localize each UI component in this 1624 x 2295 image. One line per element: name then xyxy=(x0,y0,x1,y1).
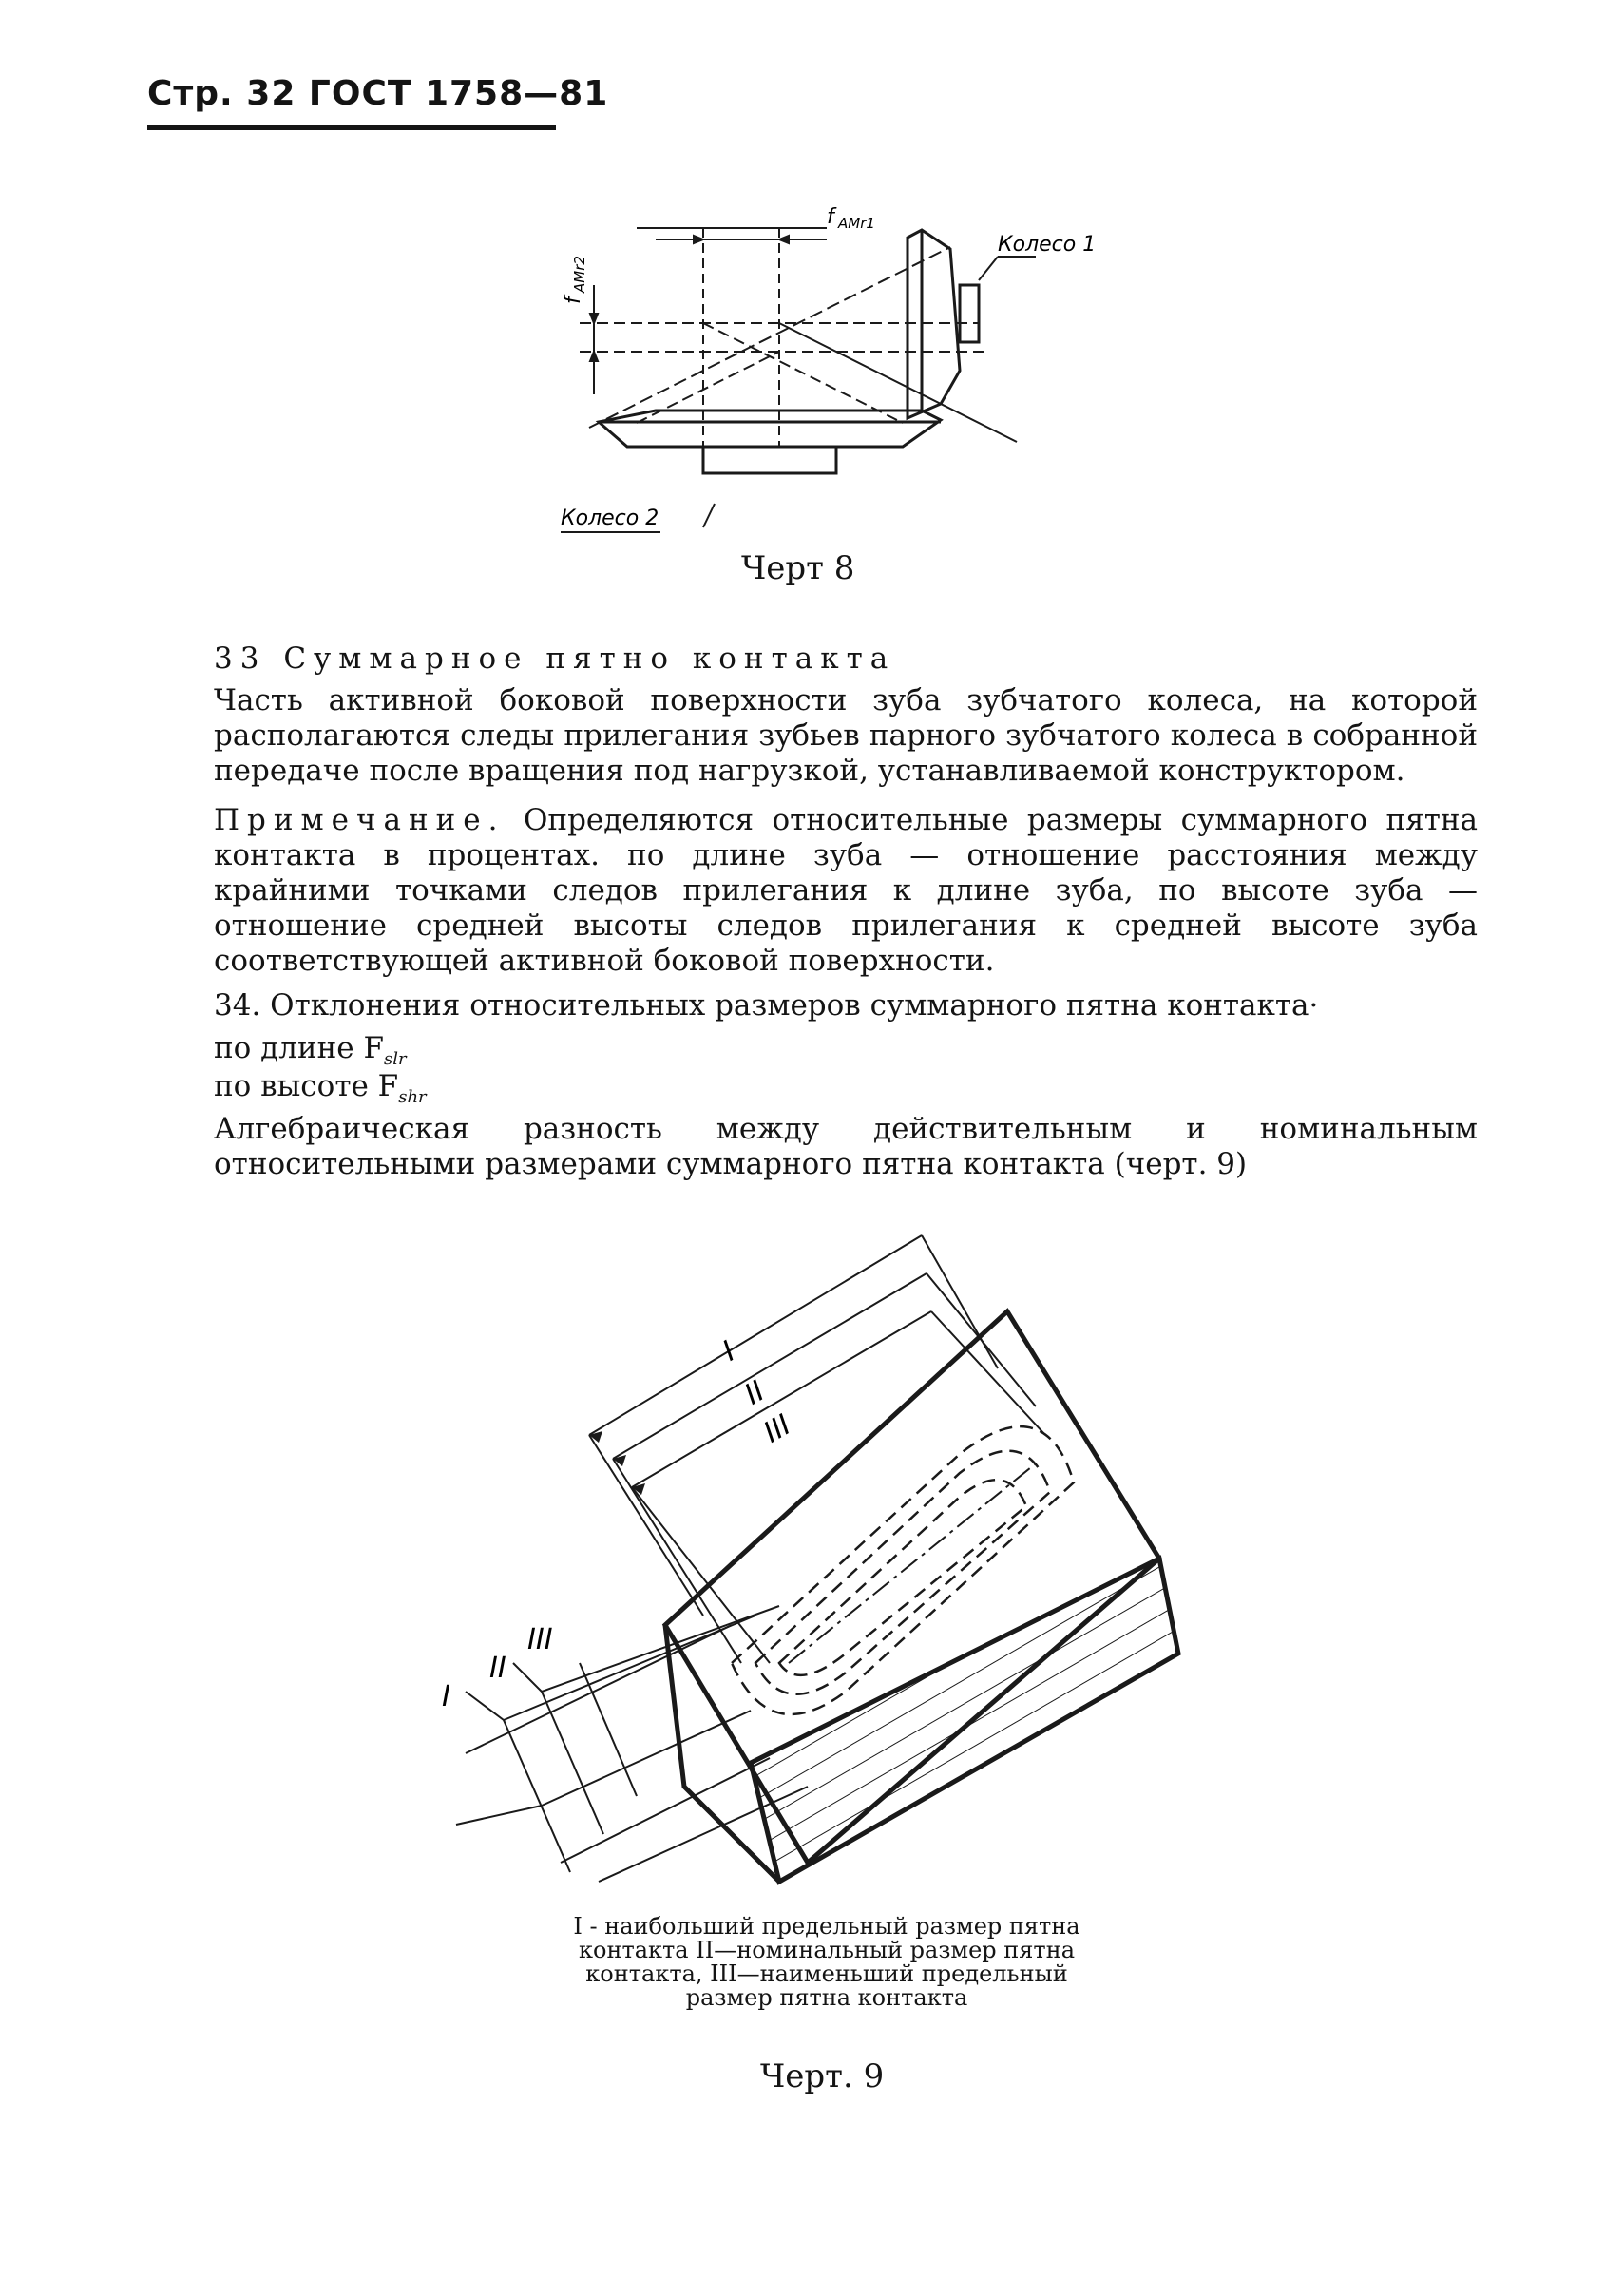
section-34-heading: 34. Отклонения относительных размеров суммарного пятна контакта· xyxy=(214,988,1319,1023)
figure-9-caption: Черт. 9 xyxy=(760,2057,885,2095)
page-header: Стр. 32 ГОСТ 1758—81 xyxy=(147,74,609,113)
section-34-definition: Алгебраическая разность между действительным и номинальным относительными размерами суммарного пятна контакта (черт. 9) xyxy=(214,1112,1478,1181)
length-deviation-line: по длине $F_{slr}$ xyxy=(214,1031,407,1070)
fig8-label-f1-sub: AMr1 xyxy=(838,215,875,232)
fig9-label-height-III: III xyxy=(527,1623,553,1656)
section-33-title: Суммарное пятно контакта xyxy=(283,641,896,676)
fig9-label-height-II: II xyxy=(489,1652,506,1685)
fig8-label-wheel1: Колесо 1 xyxy=(998,233,1097,257)
fig9-label-height-I: I xyxy=(442,1680,450,1713)
wheel2-hub xyxy=(703,447,836,473)
fig8-label-f1: f xyxy=(827,205,834,229)
fig9-label-length-II: II xyxy=(738,1374,771,1412)
length-deviation-subscript: slr xyxy=(384,1049,407,1070)
section-33-note xyxy=(214,803,1478,979)
note-label: Примечание. xyxy=(214,803,506,837)
note-text: Определяются относительные размеры суммарного пятна контакта в процентах. по длине зуба — отношение расстояния между крайними точками следов прилегания к длине зуба, по высоте зуба — отношение средней высоты следов прилегания к средней высоте зуба соответствующей активной боковой поверхности. xyxy=(214,803,1478,978)
fig9-label-length-I: I xyxy=(716,1334,741,1368)
figure-9-drawing xyxy=(428,1216,1283,1901)
figure-8-caption: Черт 8 xyxy=(741,549,855,587)
fig8-label-wheel2: Колесо 2 xyxy=(561,507,659,530)
wheel1-hub xyxy=(960,285,979,342)
fig8-label-f2-sub: AMr2 xyxy=(571,256,588,293)
section-33-number: 33 xyxy=(214,641,267,676)
fig8-label-f2: f xyxy=(562,296,585,304)
height-deviation-subscript: shr xyxy=(398,1087,427,1108)
height-deviation-line: по высоте $F_{shr}$ xyxy=(214,1069,427,1108)
section-33-heading xyxy=(214,641,895,676)
header-rule xyxy=(147,125,556,130)
figure-9-legend: I - наибольший предельный размер пятна контакта II—номинальный размер пятна контакта, III—наименьший предельный размер пятна контакта xyxy=(573,1913,1080,2011)
figure-8-drawing xyxy=(542,190,1112,551)
fig9-label-length-III: III xyxy=(757,1408,797,1450)
section-33-definition: Часть активной боковой поверхности зуба зубчатого колеса, на которой располагаются следы прилегания зубьев парного зубчатого колеса в собранной передаче после вращения под нагрузкой, устанавливаемой конструктором. xyxy=(214,683,1478,788)
